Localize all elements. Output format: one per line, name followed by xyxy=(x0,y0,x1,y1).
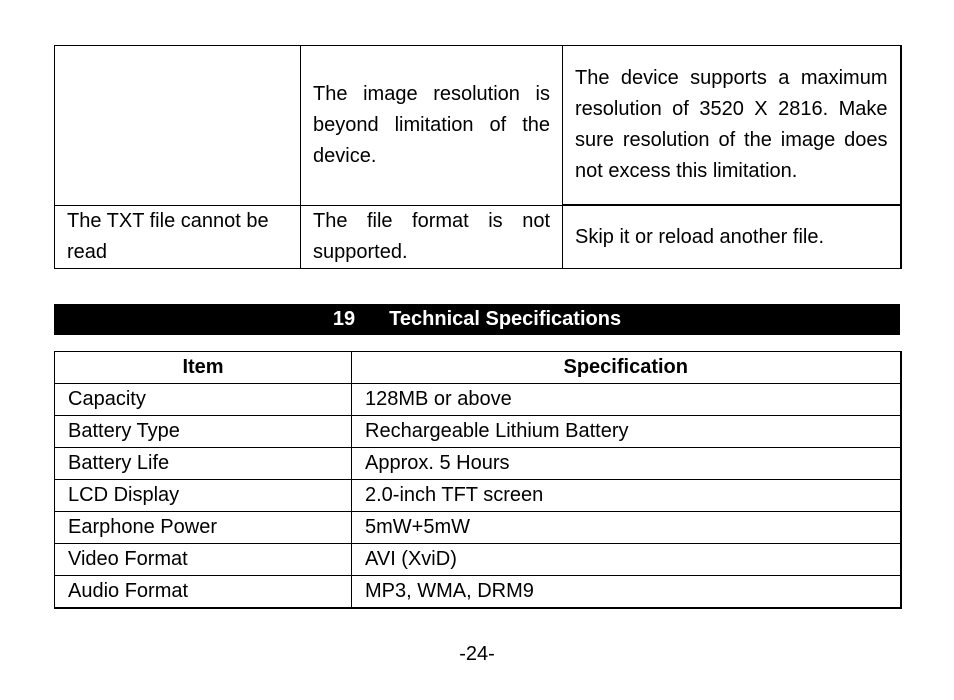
table-row xyxy=(55,384,901,416)
spec-value: 2.0-inch TFT screen xyxy=(352,480,901,512)
spec-item: Capacity xyxy=(55,384,352,416)
problem-cell: The TXT file cannot be read xyxy=(55,205,301,269)
table-row xyxy=(55,205,901,269)
problem-cell xyxy=(55,46,301,206)
spec-item: Audio Format xyxy=(55,576,352,609)
section-number: 19 xyxy=(332,308,356,330)
spec-value: MP3, WMA, DRM9 xyxy=(352,576,901,609)
column-header-specification: Specification xyxy=(352,352,901,384)
table-row xyxy=(55,448,901,480)
spec-item: LCD Display xyxy=(55,480,352,512)
table-row xyxy=(55,46,901,206)
spec-item: Earphone Power xyxy=(55,512,352,544)
spec-value: 128MB or above xyxy=(352,384,901,416)
spec-item: Battery Life xyxy=(55,448,352,480)
table-row xyxy=(55,544,901,576)
table-header-row xyxy=(55,352,901,384)
solution-cell: The device supports a maximum resolution of 3520 X 2816. Make sure resolution of the image does not excess this limitation. xyxy=(563,46,901,206)
section-title: Technical Specifications xyxy=(389,308,622,330)
section-heading xyxy=(54,304,900,335)
cause-cell: The file format is not supported. xyxy=(301,205,563,269)
spec-value: Approx. 5 Hours xyxy=(352,448,901,480)
spec-item: Battery Type xyxy=(55,416,352,448)
cause-cell: The image resolution is beyond limitation of the device. xyxy=(301,46,563,206)
spec-value: 5mW+5mW xyxy=(352,512,901,544)
solution-cell: Skip it or reload another file. xyxy=(563,205,901,269)
column-header-item: Item xyxy=(55,352,352,384)
troubleshooting-table xyxy=(54,45,902,269)
page-number: -24- xyxy=(459,643,495,665)
table-row xyxy=(55,576,901,609)
spec-value: AVI (XviD) xyxy=(352,544,901,576)
spec-value: Rechargeable Lithium Battery xyxy=(352,416,901,448)
spec-item: Video Format xyxy=(55,544,352,576)
table-row xyxy=(55,512,901,544)
table-row xyxy=(55,416,901,448)
specifications-table xyxy=(54,351,902,609)
table-row xyxy=(55,480,901,512)
